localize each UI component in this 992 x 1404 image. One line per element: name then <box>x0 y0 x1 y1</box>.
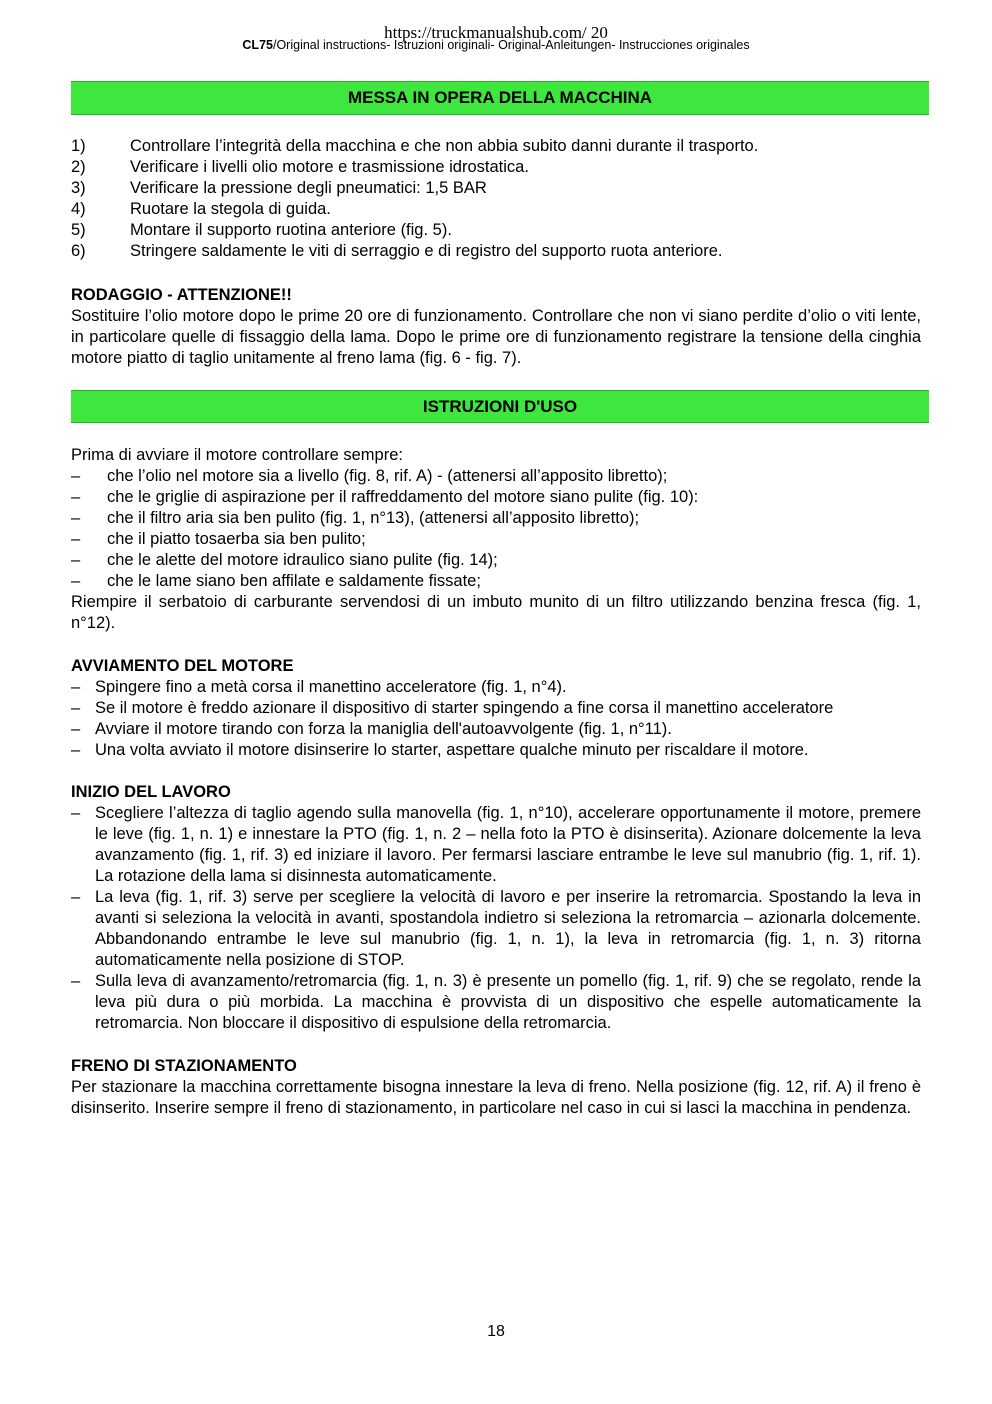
item-text: Una volta avviato il motore disinserire lo starter, aspettare qualche minuto per riscaldare il motore. <box>95 741 809 759</box>
list-item <box>71 157 921 178</box>
preliminary-intro: Prima di avviare il motore controllare sempre: <box>71 446 403 464</box>
item-text: Ruotare la stegola di guida. <box>130 200 331 218</box>
item-text: Avviare il motore tirando con forza la maniglia dell'autoavvolgente (fig. 1, n°11). <box>95 720 672 738</box>
item-text: che le alette del motore idraulico siano pulite (fig. 14); <box>107 551 498 569</box>
item-number: 3) <box>71 179 86 197</box>
inizio-heading: INIZIO DEL LAVORO <box>71 783 231 801</box>
bullet-dash: – <box>71 804 81 822</box>
list-item <box>71 220 921 241</box>
preliminary-checks <box>71 445 921 634</box>
item-text: Verificare la pressione degli pneumatici: 1,5 BAR <box>130 179 487 197</box>
page-header <box>0 38 992 52</box>
section-title-messa-in-opera: MESSA IN OPERA DELLA MACCHINA <box>71 81 929 115</box>
item-text: Stringere saldamente le viti di serraggio e di registro del supporto ruota anteriore. <box>130 242 723 260</box>
bullet-dash: – <box>71 678 81 696</box>
item-number: 4) <box>71 200 86 218</box>
list-item <box>71 571 921 592</box>
bullet-dash: – <box>71 572 81 590</box>
preliminary-outro: Riempire il serbatoio di carburante servendosi di un imbuto munito di un filtro utilizzando benzina fresca (fig. 1, n°12). <box>71 593 921 632</box>
bullet-dash: – <box>71 488 81 506</box>
bullet-dash: – <box>71 509 81 527</box>
page-number: 18 <box>487 1323 505 1340</box>
list-item <box>71 199 921 220</box>
bullet-dash: – <box>71 530 81 548</box>
bullet-dash: – <box>71 720 81 738</box>
inizio-block <box>71 782 921 1034</box>
item-number: 1) <box>71 137 86 155</box>
item-number: 6) <box>71 242 86 260</box>
list-item <box>71 887 921 971</box>
list-item <box>71 971 921 1034</box>
item-text: Montare il supporto ruotina anteriore (fig. 5). <box>130 221 452 239</box>
item-text: Spingere fino a metà corsa il manettino acceleratore (fig. 1, n°4). <box>95 678 567 696</box>
list-item <box>71 529 921 550</box>
list-item <box>71 508 921 529</box>
list-item <box>71 550 921 571</box>
item-text: che il piatto tosaerba sia ben pulito; <box>107 530 366 548</box>
bullet-dash: – <box>71 972 81 990</box>
item-text: La leva (fig. 1, rif. 3) serve per scegliere la velocità di lavoro e per inserire la retromarcia. Spostando la leva in avanti si seleziona la velocità in avanti, spostandola indietro si seleziona la retromarcia – azionarla dolcemente. Abbandonando entrambe le leve sul manubrio (fig. 1, n. 1), la leva in retromarcia (fig. 1, n. 3) ritorna automaticamente nella posizione di STOP. <box>95 888 921 969</box>
watermark-url: https://truckmanualshub.com/ 20 <box>384 23 608 42</box>
list-item <box>71 466 921 487</box>
item-number: 2) <box>71 158 86 176</box>
item-text: Verificare i livelli olio motore e trasmissione idrostatica. <box>130 158 529 176</box>
section-title-istruzioni-uso: ISTRUZIONI D'USO <box>71 390 929 423</box>
item-text: Scegliere l’altezza di taglio agendo sulla manovella (fig. 1, n°10), accelerare opportunamente il motore, premere le leve (fig. 1, n. 1) e innestare la PTO (fig. 1, n. 2 – nella foto la PTO è disinserita). Azionare dolcemente la leva avanzamento (fig. 1, rif. 3) ed iniziare il lavoro. Per fermarsi lasciare entrambe le leve sul manubrio (fig. 1, rif. 1). La rotazione della lama si disinnesta automaticamente. <box>95 804 921 885</box>
list-item <box>71 677 921 698</box>
header-model: CL75 <box>242 38 273 52</box>
list-item <box>71 178 921 199</box>
item-number: 5) <box>71 221 86 239</box>
header-text: /Original instructions- Istruzioni originali- Original-Anleitungen- Instrucciones originales <box>272 38 750 52</box>
list-item <box>71 136 921 157</box>
item-text: che le griglie di aspirazione per il raffreddamento del motore siano pulite (fig. 10): <box>107 488 699 506</box>
bullet-dash: – <box>71 699 81 717</box>
bullet-dash: – <box>71 741 81 759</box>
freno-block <box>71 1056 921 1119</box>
bullet-dash: – <box>71 551 81 569</box>
item-text: Sulla leva di avanzamento/retromarcia (fig. 1, n. 3) è presente un pomello (fig. 1, rif. 9) che se regolato, rende la leva più dura o più morbida. La macchina è provvista di un dispositivo che espelle automaticamente la retromarcia. Non bloccare il dispositivo di espulsione della retromarcia. <box>95 972 921 1032</box>
rodaggio-heading: RODAGGIO - ATTENZIONE!! <box>71 286 292 304</box>
bullet-dash: – <box>71 467 81 485</box>
avviamento-block <box>71 656 921 761</box>
list-item <box>71 803 921 887</box>
freno-heading: FRENO DI STAZIONAMENTO <box>71 1057 297 1075</box>
list-item <box>71 698 921 719</box>
list-item <box>71 740 921 761</box>
item-text: che il filtro aria sia ben pulito (fig. 1, n°13), (attenersi all’apposito libretto); <box>107 509 640 527</box>
bullet-dash: – <box>71 888 81 906</box>
item-text: che l’olio nel motore sia a livello (fig. 8, rif. A) - (attenersi all’apposito libretto); <box>107 467 668 485</box>
avviamento-heading: AVVIAMENTO DEL MOTORE <box>71 657 294 675</box>
list-item <box>71 719 921 740</box>
setup-steps-list <box>71 136 921 262</box>
item-text: Se il motore è freddo azionare il dispositivo di starter spingendo a fine corsa il manettino acceleratore <box>95 699 834 717</box>
rodaggio-text: Sostituire l’olio motore dopo le prime 20 ore di funzionamento. Controllare che non vi siano perdite d’olio o viti lente, in particolare quelle di fissaggio della lama. Dopo le prime ore di funzionamento registrare la tensione della cinghia motore piatto di taglio unitamente al freno lama (fig. 6 - fig. 7). <box>71 307 921 367</box>
item-text: Controllare l’integrità della macchina e che non abbia subito danni durante il trasporto. <box>130 137 759 155</box>
item-text: che le lame siano ben affilate e saldamente fissate; <box>107 572 481 590</box>
freno-text: Per stazionare la macchina correttamente bisogna innestare la leva di freno. Nella posizione (fig. 12, rif. A) il freno è disinserito. Inserire sempre il freno di stazionamento, in particolare nel caso in cui si lasci la macchina in pendenza. <box>71 1078 921 1117</box>
list-item <box>71 487 921 508</box>
list-item <box>71 241 921 262</box>
rodaggio-block <box>71 285 921 369</box>
